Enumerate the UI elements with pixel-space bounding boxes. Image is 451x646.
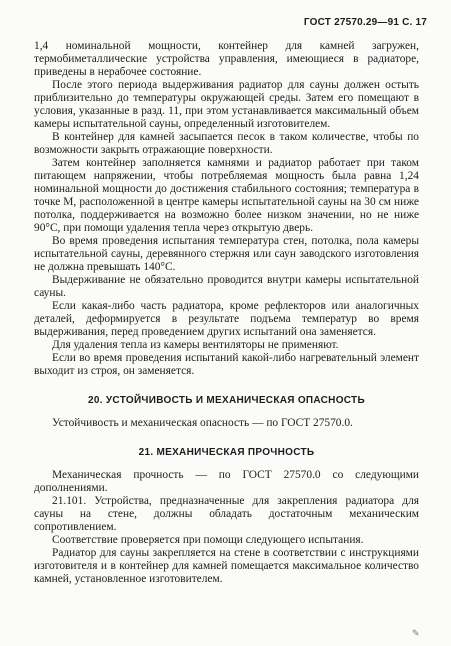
paragraph: Во время проведения испытания температура стен, потолка, пола камеры испытательной сауны, деревянного стержня или саун заводского изготовления не должна превышать 140°С. bbox=[34, 235, 419, 273]
paragraph: Радиатор для сауны закрепляется на стене в соответствии с инструкциями изготовителя и в контейнер для камней помещается максимальное количество камней, установленное изготовителем. bbox=[34, 547, 419, 585]
paragraph: 1,4 номинальной мощности, контейнер для камней загружен, термобиметаллические устройства управления, имеющиеся в радиаторе, приведены в нерабочее состояние. bbox=[34, 40, 419, 78]
section-heading-20: 20. УСТОЙЧИВОСТЬ И МЕХАНИЧЕСКАЯ ОПАСНОСТЬ bbox=[88, 395, 365, 406]
paragraph: Затем контейнер заполняется камнями и радиатор работает при таком питающем напряжении, чтобы потребляемая мощность была равна 1,24 номинальной мощности до достижения стабильного состояния; температура в точке М, расположенной в центре камеры испытательной сауны на 30 см ниже потолка, поддерживается на возможно более низком значении, но не ниже 90°С, при помощи удаления тепла через открытую дверь. bbox=[34, 157, 419, 234]
footer-mark: ✎ bbox=[412, 628, 420, 638]
paragraph: Если какая-либо часть радиатора, кроме рефлекторов или аналогичных деталей, деформируется в результате подъема температур во время выдерживания, перед проведением других испытаний она заменяется. bbox=[34, 300, 419, 338]
page-header: ГОСТ 27570.29—91 С. 17 bbox=[303, 17, 427, 28]
paragraph: Для удаления тепла из камеры вентиляторы не применяют. bbox=[52, 339, 339, 351]
paragraph: Если во время проведения испытаний какой-либо нагревательный элемент выходит из строя, он заменяется. bbox=[34, 352, 419, 377]
paragraph: 21.101. Устройства, предназначенные для закрепления радиатора для сауны на стене, должны обладать достаточным механическим сопротивлением. bbox=[34, 495, 419, 533]
paragraph: В контейнер для камней засыпается песок в таком количестве, чтобы по возможности закрыть отражающие поверхности. bbox=[34, 131, 419, 156]
paragraph: После этого периода выдерживания радиатор для сауны должен остыть приблизительно до температуры окружающей среды. Затем его помещают в условия, указанные в разд. 11, при этом устанавливается максимальный объем камеры испытательной сауны, определенный изготовителем. bbox=[34, 79, 419, 130]
paragraph: Механическая прочность — по ГОСТ 27570.0 со следующими дополнениями. bbox=[34, 469, 419, 494]
section-heading-21: 21. МЕХАНИЧЕСКАЯ ПРОЧНОСТЬ bbox=[138, 447, 315, 458]
paragraph: Выдерживание не обязательно проводится внутри камеры испытательной сауны. bbox=[34, 274, 419, 299]
document-body bbox=[34, 40, 419, 586]
paragraph: Соответствие проверяется при помощи следующего испытания. bbox=[52, 534, 364, 546]
section-20-text: Устойчивость и механическая опасность — по ГОСТ 27570.0. bbox=[52, 417, 353, 429]
